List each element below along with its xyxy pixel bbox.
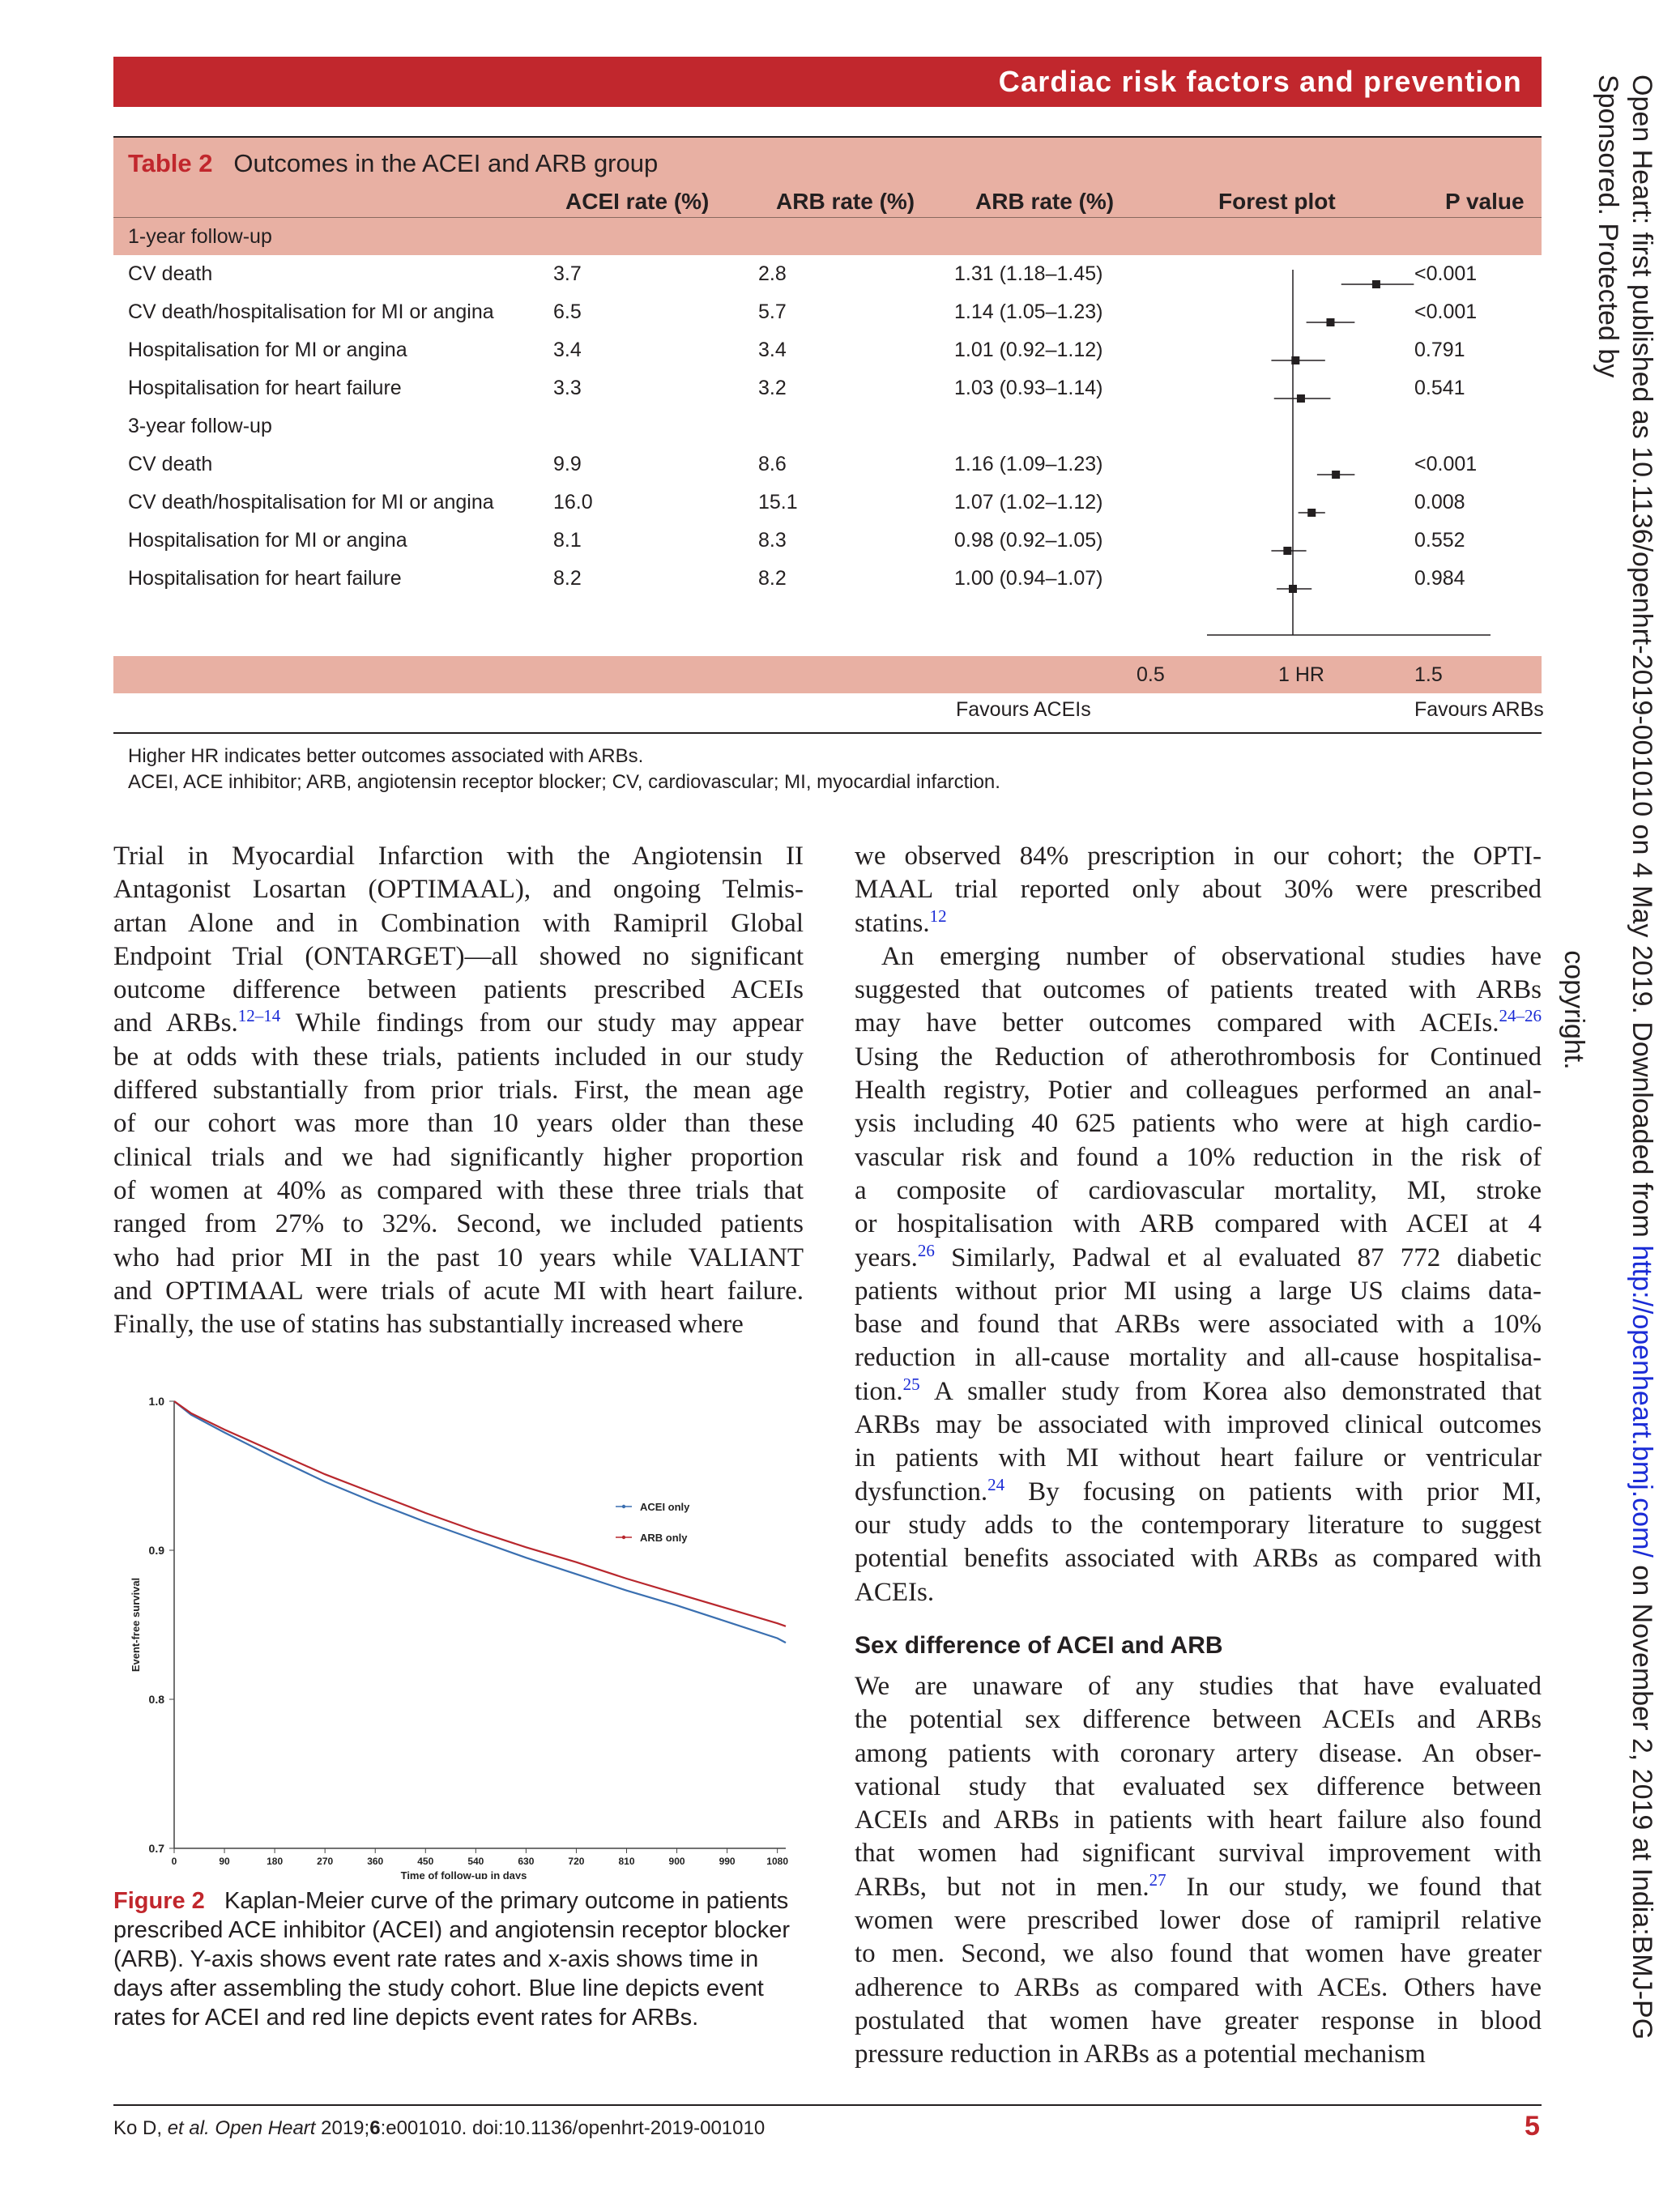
text-line [855,1308,1542,1341]
axis-tick-low: 0.5 [1137,663,1165,686]
legend-marker [622,1505,625,1508]
text-run: the potential sex difference between ACEIs and ARBs [855,1705,1542,1735]
figure-caption-text: Kaplan-Meier curve of the primary outcome in patients prescribed ACE inhibitor (ACEI) and angiotensin receptor blocker (ARB). Y-axis shows event rate rates and x-axis shows time in days after assembling the study cohort. Blue line depicts event rates for ACEI and red line depicts event rates for ARBs. [113,1888,790,2031]
series-line-acei [174,1401,786,1643]
text-line [855,1208,1542,1241]
forest-point [1291,356,1299,364]
text-line [855,1703,1542,1737]
text-line [855,1074,1542,1107]
text-run: adherence to ARBs as compared with ACEs. Others have [855,1972,1542,2002]
citation-volume: 6 [369,2117,381,2139]
body-right-column [855,840,1542,1609]
text-run: Endpoint Trial (ONTARGET)—all showed no significant [113,941,804,971]
legend-marker [622,1536,625,1539]
figure-label: Figure 2 [113,1888,205,1914]
cell-acei: 6.5 [553,300,582,323]
citation-doi: :e001010. doi:10.1136/openhrt-2019-001010 [380,2117,766,2139]
text-line [855,1837,1542,1870]
text-run: vascular risk and found a 10% reduction in the risk of [855,1142,1542,1172]
text-line [113,1041,804,1074]
text-run: ranged from 27% to 32%. Second, we included patients [113,1209,804,1239]
cell-outcome: Hospitalisation for heart failure [128,377,402,399]
text-run: and OPTIMAAL were trials of acute MI with heart failure. [113,1276,804,1306]
citation-ref[interactable]: 27 [1149,1869,1166,1890]
text-run: dysfunction. [855,1477,988,1507]
text-line [113,1074,804,1107]
text-run: clinical trials and we had significantly higher proportion [113,1142,804,1172]
x-tick-label: 450 [417,1856,434,1867]
text-run: a composite of cardiovascular mortality, MI, stroke [855,1175,1542,1205]
text-line [855,1971,1542,2005]
body-left-column [113,840,804,1341]
forest-point [1332,471,1340,479]
text-run: Antagonist Losartan (OPTIMAAL), and ongoing Telmis- [113,875,804,905]
x-tick-label: 540 [467,1856,484,1867]
cell-p: 0.541 [1414,377,1465,399]
cell-p: <0.001 [1414,262,1478,285]
forest-point [1326,318,1334,326]
text-run: base and found that ARBs were associated with a 10% [855,1310,1542,1340]
y-tick-label: 1.0 [148,1395,164,1408]
text-line [855,1275,1542,1308]
cell-hr: 1.03 (0.93–1.14) [954,377,1103,399]
x-tick-label: 900 [668,1856,685,1867]
x-tick-label: 270 [317,1856,334,1867]
side-note-link[interactable]: http://openheart.bmj.com/ [1627,1245,1657,1558]
text-line [113,940,804,974]
text-line [113,840,804,873]
text-line [855,1442,1542,1475]
x-tick-label: 360 [367,1856,384,1867]
y-tick-label: 0.9 [148,1544,164,1557]
text-run: we observed 84% prescription in our cohort; the OPTI- [855,842,1542,871]
section-header-band [113,57,1542,107]
side-note-line2: copyright. [1559,950,1589,1070]
y-tick-label: 0.7 [148,1842,164,1855]
km-chart [113,1377,810,1883]
text-run: We are unaware of any studies that have evaluated [855,1672,1542,1701]
cell-arb: 3.2 [758,377,787,399]
text-run: postulated that women have greater response in blood [855,2005,1542,2035]
legend-label: ACEI only [640,1501,690,1513]
section-heading: Sex difference of ACEI and ARB [855,1632,1223,1659]
text-line [855,1174,1542,1208]
text-run: may have better outcomes compared with ACEIs. [855,1008,1499,1038]
text-run: Similarly, Padwal et al evaluated 87 772 diabetic [934,1242,1542,1272]
cell-p: 0.984 [1414,567,1465,590]
text-run: patients without prior MI using a large US claims data- [855,1276,1542,1306]
figure-caption [113,1886,810,2032]
y-axis-label: Event-free survival [130,1577,142,1673]
cell-hr: 1.16 (1.09–1.23) [954,453,1103,475]
text-line [113,1107,804,1140]
text-run: women were prescribed lower dose of ramipril relative [855,1906,1542,1936]
citation-ref[interactable]: 25 [902,1374,920,1394]
text-run: Trial in Myocardial Infarction with the Angiotensin II [113,842,804,871]
text-line [855,907,1542,940]
text-run: among patients with coronary artery disease. An obser- [855,1738,1542,1768]
text-line [113,1242,804,1275]
text-line [855,1476,1542,1509]
text-line [855,1141,1542,1174]
text-line [855,1409,1542,1442]
axis-tick-high: 1.5 [1414,663,1443,686]
text-line [855,1341,1542,1375]
group-label: 1-year follow-up [128,225,272,248]
side-note-prefix: Open Heart: first published as 10.1136/openhrt-2019-001010 on 4 May 2019. Downloaded from [1627,75,1657,1246]
text-run: reduction in all-cause mortality and all-cause hospitalisa- [855,1343,1542,1373]
table-caption [128,149,658,178]
text-run: our study adds to the contemporary literature to suggest [855,1510,1542,1540]
citation-authors: Ko D, [113,2117,168,2139]
text-line [855,1007,1542,1040]
cell-acei: 8.2 [553,567,582,590]
col-header-forest: Forest plot [1218,189,1336,214]
text-line [113,1308,804,1341]
table-footnote-1: Higher HR indicates better outcomes associated with ARBs. [128,745,644,767]
text-line [113,974,804,1007]
cell-acei: 8.1 [553,529,582,552]
text-run: An emerging number of observational studies have [855,941,1542,971]
text-run: vational study that evaluated sex difference between [855,1771,1542,1801]
forest-point [1372,280,1380,288]
cell-outcome: CV death/hospitalisation for MI or angina [128,491,494,514]
citation-ref[interactable]: 24–26 [1499,1006,1542,1026]
text-line [855,1670,1542,1703]
text-run: in patients with MI without heart failure or ventricular [855,1443,1542,1473]
section-title: Cardiac risk factors and prevention [998,65,1522,98]
cell-p: <0.001 [1414,453,1478,475]
text-run: ARBs, but not in men. [855,1872,1149,1902]
text-line [855,873,1542,906]
text-run: suggested that outcomes of patients treated with ARBs [855,975,1542,1005]
text-line [855,940,1542,974]
text-run: Using the Reduction of atherothrombosis for Continued [855,1042,1542,1072]
text-line [855,1041,1542,1074]
cell-hr: 1.01 (0.92–1.12) [954,339,1103,361]
cell-acei: 3.7 [553,262,582,285]
text-line [855,1904,1542,1937]
cell-outcome: Hospitalisation for MI or angina [128,529,407,552]
cell-p: 0.552 [1414,529,1465,552]
text-run: that women had significant survival improvement with [855,1839,1542,1869]
cell-arb: 8.6 [758,453,787,475]
legend-label: ARB only [640,1532,688,1544]
cell-acei: 16.0 [553,491,593,514]
citation-journal: et al. Open Heart [167,2117,316,2139]
cell-hr: 0.98 (0.92–1.05) [954,529,1103,552]
group-label: 3-year follow-up [128,415,272,437]
text-line [113,1141,804,1174]
cell-outcome: CV death [128,453,213,475]
text-line [113,873,804,906]
text-run: ysis including 40 625 patients who were at high cardio- [855,1109,1542,1139]
axis-row [113,656,1542,693]
cell-outcome: Hospitalisation for MI or angina [128,339,407,361]
text-run: Finally, the use of statins has substantially increased where [113,1310,744,1340]
table-title: Outcomes in the ACEI and ARB group [233,149,659,177]
col-header-acei: ACEI rate (%) [565,189,710,214]
text-run: differed substantially from prior trials. First, the mean age [113,1076,804,1106]
text-run: tion. [855,1376,903,1406]
text-line [113,907,804,940]
favours-left: Favours ACEIs [956,698,1091,721]
text-run: pressure reduction in ARBs as a potential mechanism [855,2039,1426,2069]
text-run: ACEIs and ARBs in patients with heart failure also found [855,1805,1542,1835]
citation-ref[interactable]: 12–14 [237,1006,281,1026]
text-line [855,1937,1542,1971]
text-run: In our study, we found that [1166,1872,1542,1902]
text-run: to men. Second, we also found that women have greater [855,1939,1542,1969]
text-line [855,1242,1542,1275]
body-right-column-2 [855,1670,1542,2072]
text-run: potential benefits associated with ARBs as compared with [855,1544,1542,1574]
cell-acei: 3.4 [553,339,582,361]
citation-ref[interactable]: 26 [917,1240,935,1260]
forest-point [1307,509,1316,517]
text-run: of our cohort was more than 10 years older than these [113,1109,804,1139]
col-header-arb: ARB rate (%) [776,189,915,214]
x-tick-label: 90 [219,1856,230,1867]
text-line [113,1174,804,1208]
text-line [855,2005,1542,2038]
text-line [855,1542,1542,1575]
text-line [855,1576,1542,1609]
citation-year: 2019; [315,2117,370,2139]
text-run: artan Alone and in Combination with Ramipril Global [113,908,804,938]
text-line [855,1771,1542,1804]
text-line [113,1208,804,1241]
y-tick-label: 0.8 [148,1693,164,1706]
text-run: statins. [855,908,930,938]
x-tick-label: 720 [568,1856,585,1867]
cell-acei: 3.3 [553,377,582,399]
text-line [113,1275,804,1308]
cell-arb: 2.8 [758,262,787,285]
axis-tick-mid: 1 HR [1278,663,1324,686]
cell-hr: 1.07 (1.02–1.12) [954,491,1103,514]
footer-rule [113,2104,1542,2106]
forest-point [1283,547,1291,555]
text-line [855,1737,1542,1771]
text-line [855,840,1542,873]
text-run: ARBs may be associated with improved clinical outcomes [855,1410,1542,1440]
cell-arb: 5.7 [758,300,787,323]
text-run: MAAL trial reported only about 30% were prescribed [855,875,1542,905]
cell-outcome: CV death/hospitalisation for MI or angina [128,300,494,323]
text-line [855,2038,1542,2071]
citation-ref[interactable]: 12 [929,906,947,926]
side-note [1557,75,1659,2099]
text-run: be at odds with these trials, patients included in our study [113,1042,804,1072]
footer-citation [113,2117,765,2140]
text-line [855,1375,1542,1409]
table-footnote-2: ACEI, ACE inhibitor; ARB, angiotensin receptor blocker; CV, cardiovascular; MI, myocardial infarction. [128,771,1000,793]
x-tick-label: 630 [518,1856,535,1867]
favours-right: Favours ARBs [1414,698,1544,721]
text-line [113,1007,804,1040]
table-label: Table 2 [128,149,213,177]
cell-arb: 3.4 [758,339,787,361]
cell-p: 0.791 [1414,339,1465,361]
series-line-arb [174,1401,786,1626]
x-tick-label: 0 [171,1856,177,1867]
text-run: and ARBs. [113,1008,238,1038]
text-line [855,1107,1542,1140]
side-note-suffix: on November 2, 2019 at India:BMJ-PG Sponsored. Protected by [1593,75,1657,2040]
text-run: or hospitalisation with ARB compared with ACEI at 4 [855,1209,1542,1239]
km-chart-svg [113,1377,810,1879]
x-tick-label: 180 [267,1856,284,1867]
forest-point [1289,585,1297,593]
text-run: By focusing on patients with prior MI, [1004,1477,1542,1507]
text-line [855,1871,1542,1904]
cell-outcome: CV death [128,262,213,285]
cell-p: <0.001 [1414,300,1478,323]
forest-point [1297,394,1305,403]
x-tick-label: 1080 [766,1856,789,1867]
cell-outcome: Hospitalisation for heart failure [128,567,402,590]
page-number: 5 [1525,2111,1540,2142]
cell-acei: 9.9 [553,453,582,475]
x-tick-label: 990 [719,1856,736,1867]
text-line [855,974,1542,1007]
text-run: years. [855,1242,918,1272]
text-line [855,1804,1542,1837]
cell-hr: 1.14 (1.05–1.23) [954,300,1103,323]
text-run: While findings from our study may appear [280,1008,804,1038]
citation-ref[interactable]: 24 [987,1474,1005,1494]
forest-plot [1183,136,1507,654]
text-run: who had prior MI in the past 10 years while VALIANT [113,1242,804,1272]
cell-arb: 15.1 [758,491,798,514]
text-run: A smaller study from Korea also demonstrated that [919,1376,1542,1406]
cell-arb: 8.2 [758,567,787,590]
text-run: ACEIs. [855,1577,935,1607]
col-header-hr: ARB rate (%) [975,189,1115,214]
text-run: outcome difference between patients prescribed ACEIs [113,975,804,1005]
text-run: Health registry, Potier and colleagues performed an anal- [855,1076,1542,1106]
x-tick-label: 810 [618,1856,635,1867]
col-header-p: P value [1445,189,1525,214]
text-run: of women at 40% as compared with these three trials that [113,1175,804,1205]
cell-hr: 1.31 (1.18–1.45) [954,262,1103,285]
cell-p: 0.008 [1414,491,1465,514]
cell-hr: 1.00 (0.94–1.07) [954,567,1103,590]
cell-arb: 8.3 [758,529,787,552]
x-axis-label: Time of follow-up in days [400,1869,527,1879]
text-line [855,1509,1542,1542]
